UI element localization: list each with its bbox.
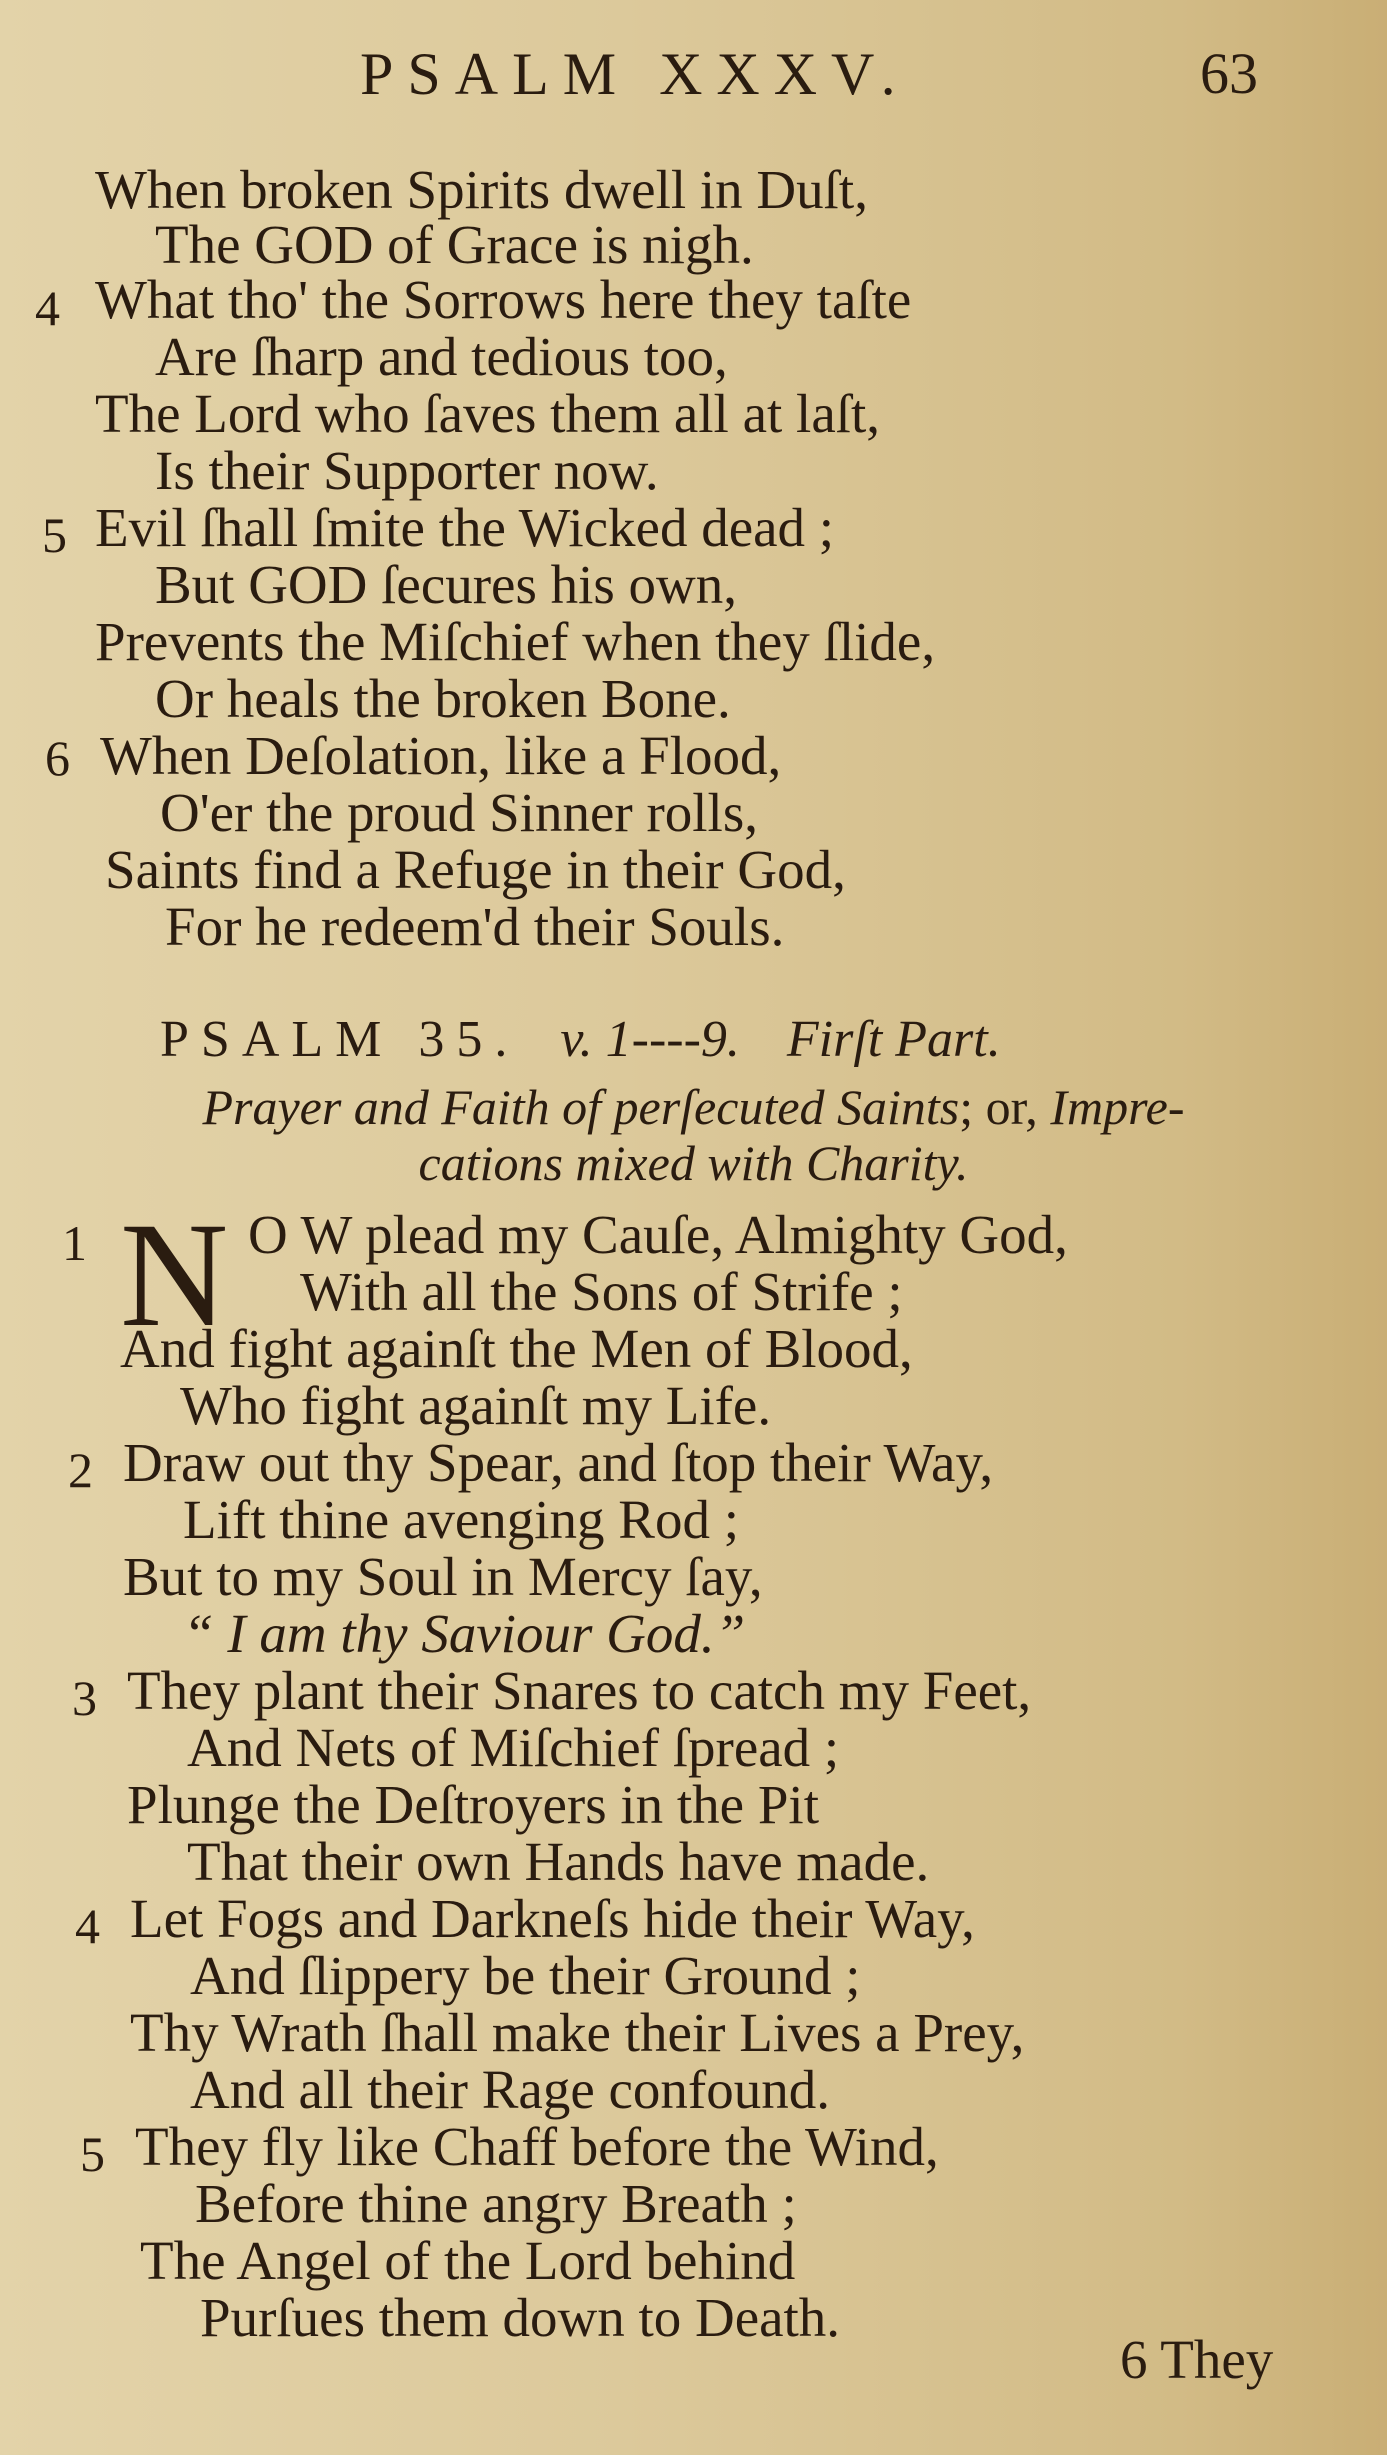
verse-line: Draw out thy Spear, and ſtop their Way, [123, 1432, 994, 1493]
verse-line: And fight againſt the Men of Blood, [120, 1318, 913, 1379]
stanza-number: 6 [45, 730, 70, 786]
verse-line: Evil ſhall ſmite the Wicked dead ; [95, 497, 835, 558]
verse-line-quote: “ I am thy Saviour God.” [183, 1603, 746, 1664]
verse-line: They plant their Snares to catch my Feet, [127, 1660, 1032, 1721]
verse-line: What tho' the Sorrows here they taſte [95, 269, 912, 330]
verse-line: But to my Soul in Mercy ſay, [123, 1546, 763, 1607]
verse-line: The GOD of Grace is nigh. [155, 214, 754, 275]
part-label: Firſt Part. [786, 1011, 1001, 1068]
subheading-italic-a: Prayer and Faith of perſecuted Saints [202, 1079, 960, 1135]
verse-line: Let Fogs and Darkneſs hide their Way, [130, 1888, 975, 1949]
stanza-number: 3 [72, 1670, 97, 1726]
verse-line: Purſues them down to Death. [200, 2287, 841, 2348]
stanza-number: 2 [68, 1442, 93, 1498]
stanza-number: 1 [62, 1215, 87, 1271]
verse-line: Is their Supporter now. [155, 440, 659, 501]
subheading-italic-b: Impre- [1050, 1079, 1185, 1135]
verse-line: And Nets of Miſchief ſpread ; [187, 1717, 840, 1778]
psalm-number: PSALM 35. [160, 1011, 520, 1068]
catchword: 6 They [1120, 2329, 1274, 2390]
subheading-roman: ; or, [959, 1079, 1038, 1135]
verse-line: The Angel of the Lord behind [140, 2230, 796, 2291]
stanza-number: 4 [35, 280, 60, 336]
stanza-number: 5 [42, 507, 67, 563]
verse-line: Lift thine avenging Rod ; [183, 1489, 740, 1550]
verse-line: Are ſharp and tedious too, [155, 326, 728, 387]
page-number: 63 [1200, 41, 1258, 106]
verse-line: When Deſolation, like a Flood, [100, 725, 782, 786]
verse-line: That their own Hands have made. [187, 1831, 930, 1892]
psalm-heading [160, 1010, 1001, 1070]
verse-line: When broken Spirits dwell in Duſt, [95, 159, 868, 220]
running-title: PSALM XXXV. [360, 41, 910, 107]
verse-line: The Lord who ſaves them all at laſt, [95, 383, 881, 444]
verse-line: Plunge the Deſtroyers in the Pit [127, 1774, 819, 1835]
verse-line: But GOD ſecures his own, [155, 554, 738, 615]
psalm-subheading-line2: cations mixed with Charity. [418, 1135, 969, 1191]
verse-line: Prevents the Miſchief when they ſlide, [95, 611, 936, 672]
running-header [0, 40, 1387, 120]
psalm-subheading [0, 1078, 1387, 1136]
verse-line: For he redeem'd their Souls. [165, 896, 785, 957]
verse-line: With all the Sons of Strife ; [300, 1261, 903, 1322]
verse-line: Who fight againſt my Life. [180, 1375, 772, 1436]
verse-line: And ſlippery be their Ground ; [190, 1945, 861, 2006]
verse-line: Or heals the broken Bone. [155, 668, 731, 729]
verse-line: They fly like Chaff before the Wind, [135, 2116, 939, 2177]
stanza-number: 4 [75, 1898, 100, 1954]
verse-line: Saints find a Refuge in their God, [105, 839, 846, 900]
stanza-number: 5 [80, 2126, 105, 2182]
drop-cap: N [120, 1192, 229, 1358]
verse-range: v. 1----9. [560, 1011, 740, 1068]
verse-line: O'er the proud Sinner rolls, [160, 782, 758, 843]
verse-line: Thy Wrath ſhall make their Lives a Prey, [130, 2002, 1025, 2063]
verse-line: And all their Rage confound. [190, 2059, 830, 2120]
verse-line: O W plead my Cauſe, Almighty God, [248, 1204, 1068, 1265]
verse-line: Before thine angry Breath ; [195, 2173, 797, 2234]
